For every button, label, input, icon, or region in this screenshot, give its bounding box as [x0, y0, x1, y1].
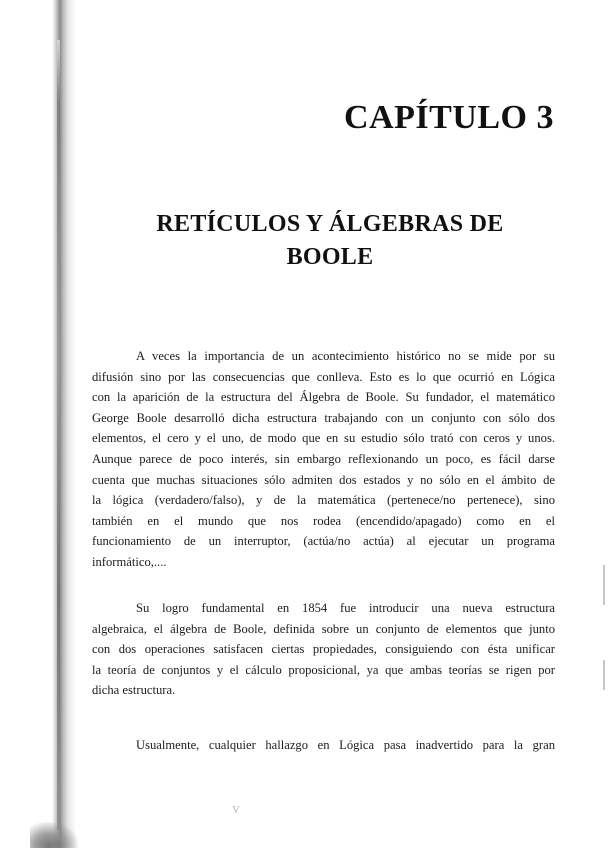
text-line: Aunque parece de poco interés, sin embargo reflexionando un poco, es fácil darse	[92, 451, 555, 466]
text-line: funcionamiento de un interruptor, (actúa/no actúa) al ejecutar un programa	[92, 534, 555, 549]
text-line: difusión sino por las consecuencias que conlleva. Esto es lo que ocurrió en Lógica	[92, 369, 555, 384]
chapter-title	[80, 208, 580, 274]
scan-speck	[603, 565, 605, 605]
text-line: la teoría de conjuntos y el cálculo proposicional, ya que ambas teorías se rigen por	[92, 662, 555, 677]
scan-speck	[603, 660, 605, 690]
text-line: Su logro fundamental en 1854 fue introducir una nueva estructura	[136, 601, 555, 615]
text-line: George Boole desarrolló dicha estructura trabajando con un conjunto con sólo dos	[92, 410, 555, 425]
footer-mark: V	[232, 804, 240, 816]
text-line: Usualmente, cualquier hallazgo en Lógica pasa inadvertido para la gran	[136, 738, 555, 752]
text-line: elementos, el cero y el uno, de modo que en su estudio sólo trató con ceros y unos.	[92, 431, 555, 446]
text-line: dicha estructura.	[92, 683, 176, 698]
page-binding-line	[57, 40, 60, 830]
text-line: con la aparición de la estructura del Álgebra de Boole. Su fundador, el matemático	[92, 390, 555, 405]
text-line: algebraica, el álgebra de Boole, definida sobre un conjunto de elementos que junto	[92, 621, 555, 636]
text-line: con dos operaciones satisfacen ciertas propiedades, consiguiendo con ésta unificar	[92, 642, 555, 657]
paragraph-2	[92, 598, 555, 701]
chapter-title-line: BOOLE	[286, 244, 374, 270]
text-line: A veces la importancia de un acontecimiento histórico no se mide por su	[136, 349, 555, 363]
paragraph-1	[92, 346, 555, 573]
text-line: la lógica (verdadero/falso), y de la matemática (pertenece/no pertenece), sino	[92, 493, 555, 508]
chapter-title-line: RETÍCULOS Y ÁLGEBRAS DE	[156, 211, 504, 237]
scan-corner-smudge	[30, 822, 78, 848]
chapter-heading: CAPÍTULO 3	[344, 99, 554, 136]
text-line: informático,....	[92, 554, 167, 569]
text-line: cuenta que muchas situaciones sólo admiten dos estados y no sólo en el ámbito de	[92, 472, 555, 487]
page-binding-shadow	[0, 0, 78, 848]
text-line: también en el mundo que nos rodea (encendido/apagado) como en el	[92, 513, 555, 528]
paragraph-3	[92, 735, 555, 756]
